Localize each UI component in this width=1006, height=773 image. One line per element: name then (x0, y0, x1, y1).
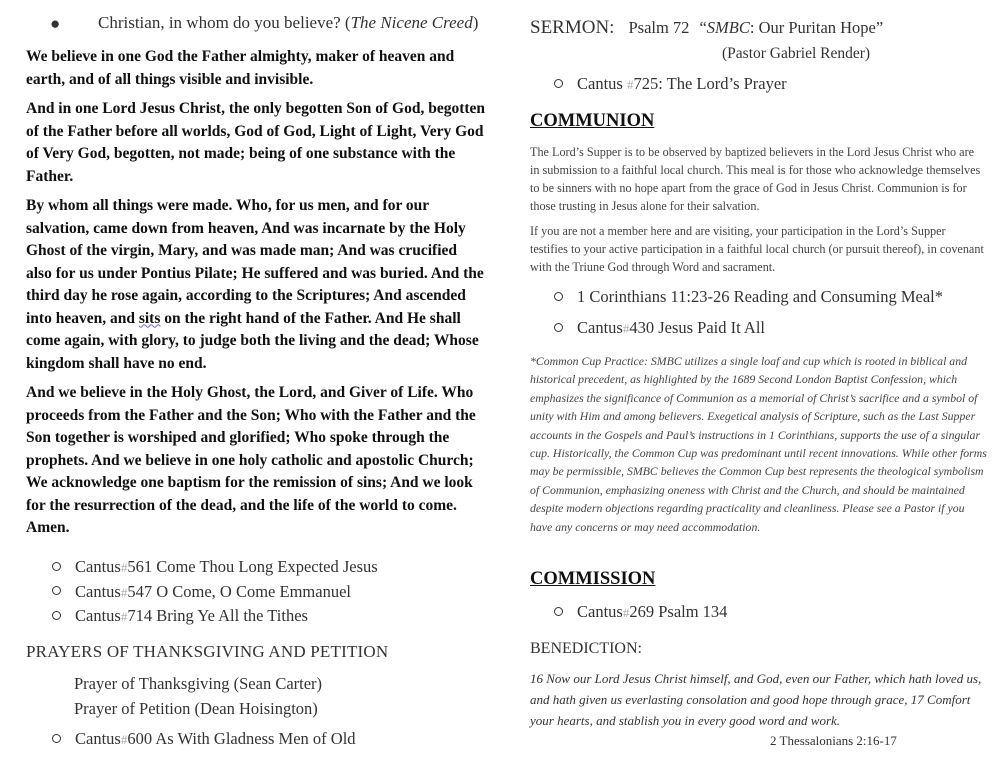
hymn-number: 430 (629, 318, 655, 337)
quote-open: “ (699, 18, 707, 37)
spellcheck-word: sits (138, 309, 161, 327)
hymn-list (52, 557, 378, 631)
creed-paragraph-2: And in one Lord Jesus Christ, the only begotten Son of God, begotten of the Father before all worlds, God of God, Light of Light, Very God of Very God, begotten, not made; being of one substance with the Father. (26, 100, 486, 185)
creed-p3-part1: By whom all things were made. Who, for us men, and for our salvation, came down from heaven, And was incarnate by the Holy Ghost of the virgin, Mary, and was made man; And was crucified also for us under Pontius Pilate; He suffered and was buried. And the third day he rose again, according to the Scriptures; And ascended into heaven, and (26, 197, 484, 327)
hymn-word: Cantus (75, 729, 121, 748)
prayer-thanksgiving: Prayer of Thanksgiving (Sean Carter) (74, 674, 323, 693)
hymn-title: Psalm 134 (658, 602, 728, 621)
sermon-title-text: : Our Puritan Hope” (749, 18, 884, 37)
list-item (554, 74, 787, 94)
hymn-title: As With Gladness Men of Old (155, 729, 356, 748)
hymn-number: 269 (629, 602, 655, 621)
commission-heading: COMMISSION (530, 569, 656, 589)
prayer-petition: Prayer of Petition (Dean Hoisington) (74, 699, 318, 718)
communion-paragraph-2: If you are not a member here and are visiting, your participation in the Lord’s Supper testifies to your active participation in a faithful local church (or pursuit thereof), in covenant with the Triune God through Word and sacrament. (530, 224, 984, 274)
circle-bullet-icon (554, 79, 563, 88)
hymn-number: 714 (127, 606, 153, 625)
list-item (52, 582, 378, 607)
creed-paragraph-1: We believe in one God the Father almighty, maker of heaven and earth, and of all things visible and invisible. (26, 48, 455, 88)
circle-bullet-icon (554, 607, 563, 616)
list-item (52, 557, 378, 582)
circle-bullet-icon (52, 734, 61, 743)
sermon-smbc: SMBC (706, 18, 750, 37)
hymn-number: 561 (127, 557, 153, 576)
prayers-heading: PRAYERS OF THANKSGIVING AND PETITION (26, 642, 389, 661)
sermon-psalm: Psalm 72 (628, 18, 690, 37)
sermon-pastor: (Pastor Gabriel Render) (722, 45, 871, 62)
hash-icon: # (622, 321, 630, 336)
creed-title: The Nicene Creed (350, 13, 473, 32)
hymn-title: Bring Ye All the Tithes (156, 606, 308, 625)
hash-icon: # (120, 584, 128, 600)
hymn-number: 725 (633, 74, 659, 93)
creed-intro-text: Christian, in whom do you believe? ( (98, 13, 351, 32)
circle-bullet-icon (52, 586, 61, 595)
hymn-title: Come Thou Long Expected Jesus (156, 557, 378, 576)
hymn-title: O Come, O Come Emmanuel (156, 581, 351, 601)
circle-bullet-icon (52, 611, 61, 620)
bullet-icon: ● (50, 14, 61, 33)
circle-bullet-icon (554, 292, 563, 301)
list-item (554, 287, 943, 307)
hymn-number: 547 (127, 581, 153, 601)
hash-icon: # (622, 605, 630, 620)
hymn-word: Cantus (75, 581, 121, 601)
hymn-word: Cantus (577, 74, 623, 93)
hymn-number: 600 (127, 729, 153, 748)
hymn-word: Cantus (75, 557, 121, 576)
hash-icon: # (120, 732, 128, 747)
hymn-word: Cantus (577, 602, 623, 621)
creed-paragraph-3 (26, 195, 486, 375)
communion-paragraph-1: The Lord’s Supper is to be observed by baptized believers in the Lord Jesus Christ who are in submission to a faithful local church. This meal is for those who acknowledge themselves to be sinners with no hope apart from the grace of God in Jesus Christ. Communion is for those trusting in Jesus alone for their salvation. (530, 145, 981, 213)
hymn-word: Cantus (577, 318, 623, 337)
hymn-word: Cantus (75, 606, 121, 625)
hash-icon: # (626, 77, 634, 92)
creed-p3-part2: on the right hand of the Father. And He shall come again, with glory, to judge both the living and the dead; Whose kingdom shall have no end. (26, 309, 479, 372)
creed-intro-suffix: ) (472, 13, 479, 32)
creed-paragraph-4: And we believe in the Holy Ghost, the Lord, and Giver of Life. Who proceeds from the Father and the Son; Who with the Father and the Son together is worshiped and glorified; Who spoke through the prophets. And we believe in one holy catholic and apostolic Church; We acknowledge one baptism for the remission of sins; And we look for the resurrection of the dead, and the life of the world to come. Amen. (26, 384, 476, 536)
sermon-line (530, 17, 883, 39)
hymn-title: Jesus Paid It All (658, 318, 766, 337)
circle-bullet-icon (52, 562, 61, 571)
communion-heading: COMMUNION (530, 111, 655, 131)
benediction-heading: BENEDICTION: (530, 640, 642, 657)
nicene-creed (26, 46, 486, 540)
hash-icon: # (120, 560, 128, 575)
list-item (52, 729, 356, 749)
list-item (554, 318, 765, 338)
common-cup-note: *Common Cup Practice: SMBC utilizes a single loaf and cup which is rooted in biblical and historical precedent, as highlighted by the 1689 Second London Baptist Confession, which emphasizes the significance of Communion as a memorial of Christ’s sacrifice and a symbol of unity with Him and among believers. Exegetical analysis of Scripture, such as the Last Supper accounts in the Gospels and Paul’s instructions in 1 Corinthians, supports the use of a singular cup. Historically, the Common Cup was predominant until recent innovations. While other forms may be permissible, SMBC believes the Common Cup best represents the theological symbolism of Communion, emphasizing oneness with Christ and the Church, and should be maintained despite modern objections regarding practicality and cleanliness. Please see a Pastor if you have any concerns or may need accommodation. (530, 354, 987, 534)
scripture-reading: 1 Corinthians 11:23-26 Reading and Consuming Meal* (577, 287, 944, 306)
list-item (52, 606, 378, 631)
benediction-reference: 2 Thessalonians 2:16-17 (770, 733, 897, 748)
sermon-label: SERMON: (530, 17, 615, 38)
list-item (554, 602, 727, 622)
circle-bullet-icon (554, 323, 563, 332)
hymn-title: : The Lord’s Prayer (658, 74, 787, 93)
benediction-text: 16 Now our Lord Jesus Christ himself, and God, even our Father, which hath loved us, and hath given us everlasting consolation and good hope through grace, 17 Comfort your hearts, and stablish you in every good word and work. (530, 671, 982, 728)
sermon-title (699, 18, 883, 37)
hash-icon: # (120, 609, 128, 624)
